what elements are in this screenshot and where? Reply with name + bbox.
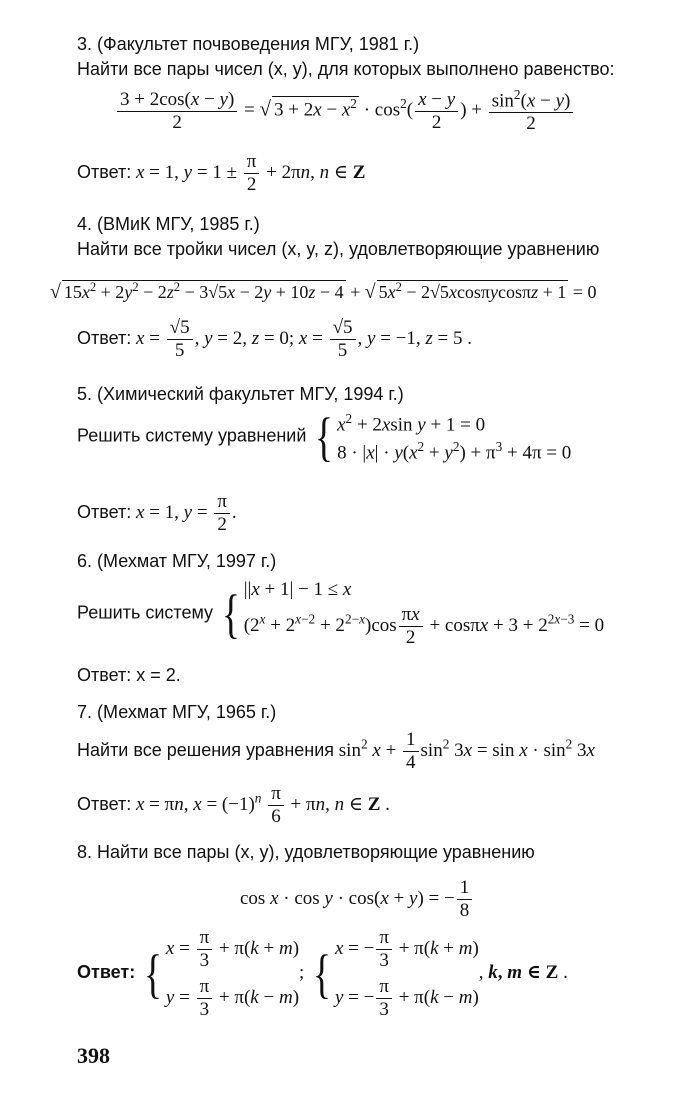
problem-4-header: 4. (ВМиК МГУ, 1985 г.)	[77, 214, 260, 234]
problem-3-header: 3. (Факультет почвоведения МГУ, 1981 г.)	[77, 34, 420, 54]
problem-4-equation: √ $15x^2 + 2y^2 - 2z^2 - 3√5x - 2y + 10z - 4$ + √ $5x^2 - 2√5xcos\pi ycos\pi z + 1 = 0$	[50, 280, 597, 303]
problem-5-answer: Ответ: x = 1, y = $\frac{\pi}{2}$ .	[77, 491, 237, 535]
problem-5-system: Решить систему уравнений { $x^2 + 2xsin$ y + 1 = 0 $8 \cdot |x| \cdot y(x^2 + y^2) + \pi^3 + 4\pi = 0$	[77, 407, 572, 467]
problem-3-task: Найти все пары чисел (x, y), для которых выполнено равенство:	[77, 59, 615, 79]
problem-8-equation: cos x · cos y · cos(x + y) = − $\frac{1}{8}$	[240, 878, 474, 921]
problem-6-system: Решить систему { ||x + 1| − 1 ≤ x $(2^x + 2^{x-2} + 2^{2-x})\cos$ $\frac{\pi x}{2}$ + $\cos\pi x + 3 + 2^{2x-3} = 0$	[77, 579, 605, 648]
problem-6-answer: Ответ: x = 2.	[77, 665, 181, 685]
problem-3-equation: $\frac{3 + 2\cos(x - y)}{2}$ = √ $3 + 2x - x^2 \cdot \cos^2$( $\frac{x - y}{2}$ ) + $\frac{\sin^2(x - y)}{2}$	[115, 88, 575, 134]
problem-8-answer: Ответ: { x = $\frac{\pi}{3}$ + π(k + m) y = $\frac{\pi}{3}$ + π(k − m) ; { x = − $\frac{\pi}{3}$ + π(k + m) y = − $\frac{\pi}{3}$ + π(k − m) , k, m ∈ Z .	[77, 927, 568, 1020]
problem-5-header: 5. (Химический факультет МГУ, 1994 г.)	[77, 384, 404, 404]
problem-6-task: Решить систему	[77, 602, 214, 623]
problem-7-task: Найти все решения уравнения	[77, 739, 335, 760]
problem-7-equation: Найти все решения уравнения $\sin^2 x$ + $\frac{1}{4}$ $\sin^2 3x = \sin x \cdot \sin^2 3x$	[77, 729, 595, 773]
problem-4-answer: Ответ: x = $\frac{√5}{5}$ , y = 2, z = 0; x = $\frac{√5}{5}$ , y = −1, z = 5 .	[77, 317, 473, 361]
page-number: 398	[77, 1043, 110, 1068]
problem-7-answer: Ответ: x = πn, $x = (-1)^n$ $\frac{\pi}{6}$ + πn, n ∈ Z .	[77, 783, 390, 827]
problem-4-task: Найти все тройки чисел (x, y, z), удовлетворяющие уравнению	[77, 239, 600, 259]
problem-8-header: 8. Найти все пары (x, y), удовлетворяющие уравнению	[77, 842, 535, 862]
problem-3-answer: Ответ: x = 1, y = 1 ± $\frac{\pi}{2}$ + 2πn, n ∈ Z	[77, 151, 366, 195]
problem-7-header: 7. (Мехмат МГУ, 1965 г.)	[77, 702, 277, 722]
problem-5-task: Решить систему уравнений	[77, 425, 307, 446]
problem-6-header: 6. (Мехмат МГУ, 1997 г.)	[77, 551, 277, 571]
